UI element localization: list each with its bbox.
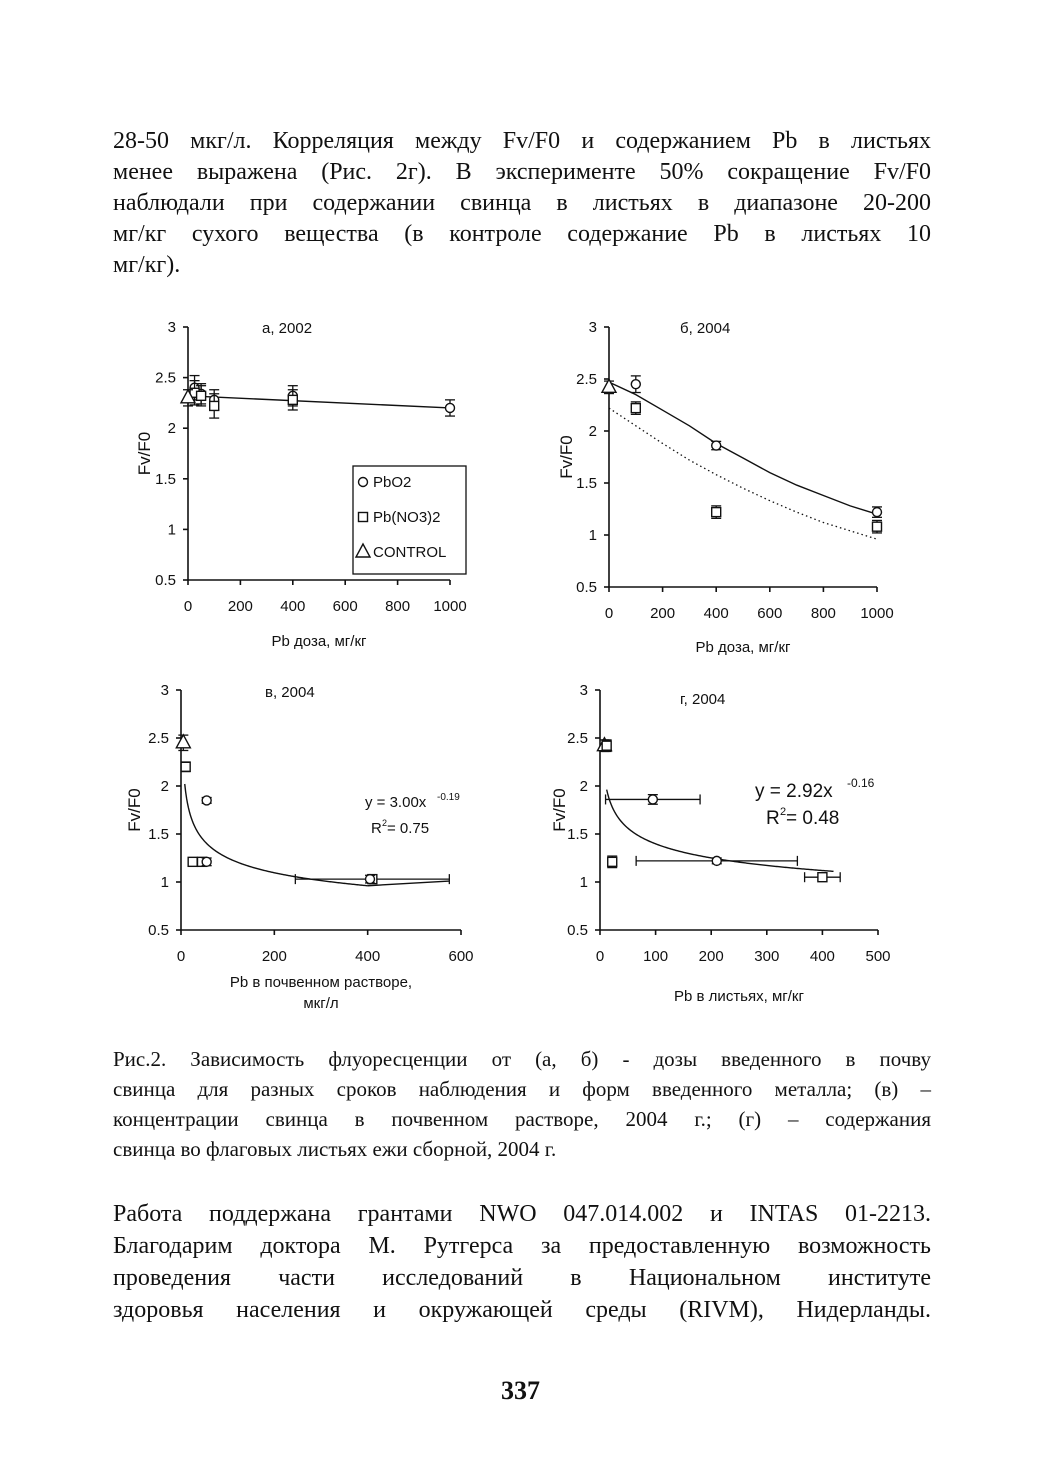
figure-caption [113, 1044, 931, 1164]
chart-title: в, 2004 [265, 684, 315, 701]
x-tick-label: 100 [643, 948, 669, 965]
r-squared-value: = 0.48 [786, 808, 840, 829]
marker-circle [712, 856, 721, 865]
x-tick-label: 200 [650, 605, 676, 622]
y-tick-label: 0.5 [148, 922, 169, 939]
x-tick-label: 600 [757, 605, 783, 622]
marker-circle [631, 380, 640, 389]
y-tick-label: 2 [579, 778, 588, 795]
y-tick-label: 3 [167, 319, 176, 336]
y-tick-label: 1 [167, 521, 176, 539]
x-tick-label: 300 [754, 948, 780, 965]
fit-equation: y = 2.92x [755, 781, 833, 802]
x-tick-label: 600 [448, 948, 474, 965]
chart-title: г, 2004 [680, 691, 726, 708]
marker-square [288, 395, 297, 404]
text-line: Работа поддержана грантами NWO 047.014.002 и INTAS 01-2213. [113, 1201, 931, 1227]
legend-label: PbO2 [373, 474, 412, 491]
y-tick-label: 0.5 [155, 572, 176, 589]
legend-label: CONTROL [373, 544, 447, 561]
marker-square [210, 401, 219, 410]
y-axis-label: Fv/F0 [135, 431, 154, 476]
caption-line: Рис.2. Зависимость флуоресценции от (а, б) - дозы введенного в почву [113, 1047, 931, 1071]
y-axis-label: Fv/F0 [550, 788, 569, 832]
text-line: здоровья населения и окружающей среды (RIVM), Нидерланды. [113, 1297, 931, 1323]
fit-extension [368, 881, 450, 886]
chart-panel-1 [135, 319, 467, 650]
marker-circle [359, 478, 368, 487]
marker-circle [366, 875, 375, 884]
x-tick-label: 1000 [860, 605, 894, 622]
trend-line-solid [609, 382, 877, 514]
x-axis-label: Pb доза, мг/кг [271, 633, 367, 650]
marker-circle [873, 508, 882, 517]
y-tick-label: 1 [588, 527, 597, 544]
y-axis-label: Fv/F0 [557, 435, 576, 479]
y-tick-label: 1 [579, 874, 588, 891]
chart-panel-3 [125, 682, 474, 1012]
text-line: 28-50 мкг/л. Корреляция между Fv/F0 и содержанием Pb в листьях [113, 128, 931, 154]
marker-square [197, 391, 206, 400]
marker-square [188, 857, 197, 866]
marker-circle [712, 441, 721, 450]
r-squared-superscript: 2 [382, 818, 388, 828]
y-tick-label: 2.5 [567, 730, 588, 747]
power-fit-curve [185, 784, 368, 886]
text-line: Благодарим доктора М. Рутгерса за предоставленную возможность [113, 1233, 931, 1259]
marker-square [631, 404, 640, 413]
fit-equation-exponent: -0.16 [847, 776, 875, 790]
x-tick-label: 0 [183, 598, 193, 615]
y-tick-label: 2 [167, 420, 176, 438]
trend-line-dotted [609, 408, 877, 539]
marker-square [712, 508, 721, 517]
y-tick-label: 0.5 [567, 922, 588, 939]
x-tick-label: 0 [176, 948, 186, 965]
text-line: мг/кг сухого вещества (в контроле содержание Pb в листьях 10 [113, 221, 931, 247]
trend-line [188, 396, 450, 408]
x-tick-label: 400 [355, 948, 381, 965]
y-tick-label: 2 [160, 778, 169, 795]
text-line: менее выражена (Рис. 2г). В эксперименте 50% сокращение Fv/F0 [113, 159, 931, 185]
y-axis-label: Fv/F0 [125, 788, 144, 832]
y-tick-label: 3 [588, 319, 597, 336]
r-squared-superscript: 2 [780, 806, 787, 818]
r-squared-label: R [766, 808, 780, 829]
x-tick-label: 0 [595, 948, 605, 965]
chart-panel-2 [557, 319, 894, 656]
marker-circle [648, 795, 657, 804]
caption-line: свинца для разных сроков наблюдения и форм введенного металла; (в) – [113, 1077, 931, 1101]
marker-circle [446, 403, 455, 412]
y-tick-label: 1.5 [155, 470, 176, 488]
caption-line: концентрации свинца в почвенном растворе, 2004 г.; (г) – содержания [113, 1107, 931, 1131]
y-tick-label: 1.5 [567, 826, 588, 843]
x-tick-label: 1000 [433, 598, 467, 615]
marker-square [602, 741, 611, 750]
y-tick-label: 1.5 [148, 826, 169, 843]
y-tick-label: 2.5 [576, 371, 597, 388]
y-tick-label: 3 [160, 682, 169, 699]
x-axis-label: мкг/л [303, 995, 339, 1012]
chart-title: б, 2004 [680, 320, 731, 337]
y-tick-label: 2.5 [155, 369, 176, 387]
marker-triangle [176, 735, 190, 748]
fit-equation-exponent: -0.19 [437, 792, 460, 803]
fit-equation: y = 3.00x [365, 794, 427, 811]
x-tick-label: 400 [280, 598, 306, 615]
page-number: 337 [501, 1376, 540, 1405]
chart-panel-4 [550, 682, 891, 1005]
x-axis-label: Pb в листьях, мг/кг [674, 988, 804, 1005]
x-tick-label: 0 [604, 605, 614, 622]
x-tick-label: 400 [809, 948, 835, 965]
text-line: мг/кг). [113, 252, 181, 278]
x-tick-label: 800 [385, 598, 411, 615]
x-tick-label: 200 [227, 598, 253, 615]
paragraph-acknowledgements [113, 1198, 931, 1326]
legend-label: Pb(NO3)2 [373, 509, 441, 526]
x-tick-label: 400 [703, 605, 729, 622]
y-tick-label: 1.5 [576, 475, 597, 492]
x-axis-label: Pb в почвенном растворе, [229, 974, 413, 991]
marker-circle [202, 796, 211, 805]
x-tick-label: 500 [865, 948, 891, 965]
y-tick-label: 1 [160, 874, 169, 891]
y-tick-label: 2.5 [148, 730, 169, 747]
x-tick-label: 200 [261, 948, 287, 965]
marker-square [181, 762, 190, 771]
marker-square [873, 522, 882, 531]
marker-square [608, 857, 617, 866]
x-tick-label: 200 [698, 948, 724, 965]
chart-title: а, 2002 [262, 320, 313, 337]
marker-square [818, 873, 827, 882]
marker-square [359, 513, 368, 522]
y-tick-label: 3 [579, 682, 588, 699]
x-tick-label: 600 [332, 598, 358, 615]
marker-circle [202, 857, 211, 866]
r-squared-value: = 0.75 [387, 820, 430, 837]
y-tick-label: 2 [588, 423, 597, 440]
text-line: проведения части исследований в Национальном институте [113, 1265, 931, 1291]
caption-line: свинца во флаговых листьях ежи сборной, 2004 г. [113, 1137, 557, 1161]
r-squared-label: R [371, 820, 382, 837]
x-tick-label: 800 [810, 605, 836, 622]
x-axis-label: Pb доза, мг/кг [695, 639, 791, 656]
y-tick-label: 0.5 [576, 579, 597, 596]
text-line: наблюдали при содержании свинца в листьях в диапазоне 20-200 [113, 190, 931, 216]
